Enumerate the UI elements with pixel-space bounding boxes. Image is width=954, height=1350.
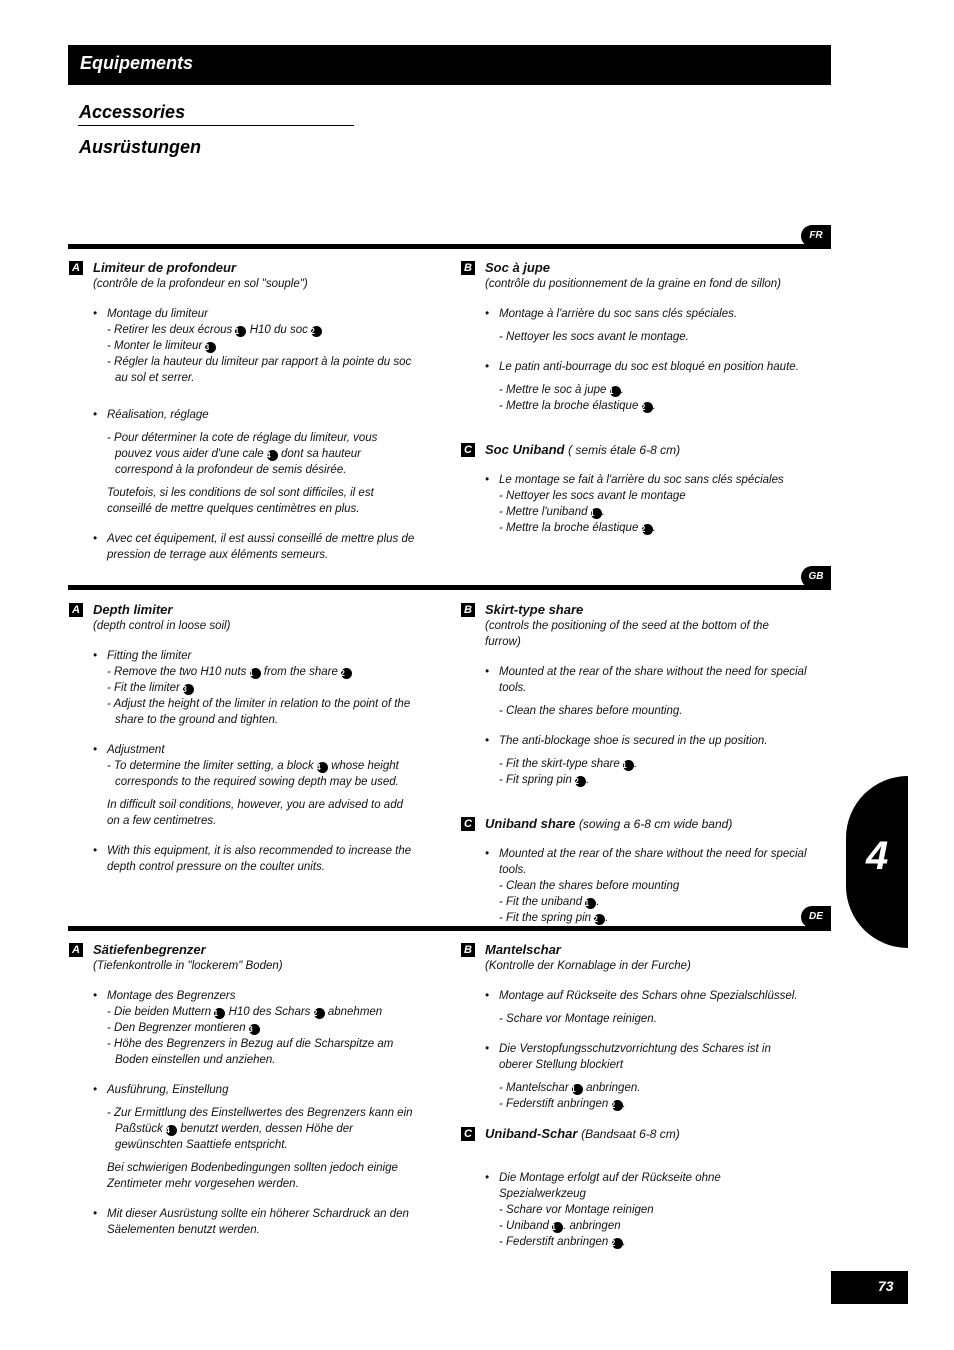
list-item: • Montage auf Rückseite des Schars ohne Spezialschlüssel.	[485, 990, 798, 1002]
section-rule-fr	[68, 244, 831, 249]
number-marker: 1	[250, 668, 261, 679]
list-item: • Mounted at the rear of the share without the need for special tools.	[485, 666, 807, 694]
number-marker: 1	[623, 760, 634, 771]
number-marker: 2	[314, 1008, 325, 1019]
chapter-tab	[846, 776, 908, 948]
lang-tab-gb: GB	[801, 566, 831, 588]
page-title: Equipements	[80, 53, 194, 73]
list-dash: - Federstift anbringen 2 .	[499, 1236, 626, 1248]
paragraph: Toutefois, si les conditions de sol sont difficiles, il est conseillé de mettre quelques centimètres en plus.	[107, 487, 374, 515]
list-dash: - Fit the limiter 3	[69, 680, 415, 696]
number-marker: 1	[214, 1008, 225, 1019]
section-letter: A	[69, 603, 83, 617]
title-underline	[78, 125, 354, 126]
section-heading: Depth limiter	[93, 602, 173, 617]
list-dash: - Nettoyer les socs avant le montage.	[499, 331, 689, 343]
number-marker: 4	[166, 1125, 177, 1136]
list-item: • Ausführung, Einstellung	[93, 1084, 229, 1096]
number-marker: 2	[612, 1100, 623, 1111]
section-heading: Skirt-type share	[485, 602, 584, 617]
list-dash: - Fit the uniband 1 .	[499, 896, 600, 908]
paragraph: Bei schwierigen Bodenbedingungen sollten jedoch einige Zentimeter mehr vorgesehen werden.	[107, 1162, 398, 1190]
number-marker: 2	[642, 402, 653, 413]
number-marker: 2	[341, 668, 352, 679]
list-dash: - To determine the limiter setting, a block 4 whose height corresponds to the required sowing depth may be used.	[107, 760, 399, 788]
section-rule-de	[68, 926, 831, 931]
section-subtitle: (Tiefenkontrolle in "lockerem" Boden)	[93, 960, 283, 972]
de-column-b	[461, 942, 807, 1250]
number-marker: 4	[267, 450, 278, 461]
list-dash: - Clean the shares before mounting	[499, 880, 680, 892]
list-dash: - Schare vor Montage reinigen.	[499, 1013, 657, 1025]
list-dash: - Fit the skirt-type share 1 .	[499, 758, 638, 770]
list-dash: - Régler la hauteur du limiteur par rapport à la pointe du soc au sol et serrer.	[107, 356, 412, 384]
list-dash: - Mantelschar 1 anbringen.	[499, 1082, 641, 1094]
list-item: • Montage à l'arrière du soc sans clés spéciales.	[485, 308, 738, 320]
section-heading: Limiteur de profondeur	[93, 260, 236, 275]
section-heading: Uniband-Schar (Bandsaat 6-8 cm)	[485, 1126, 680, 1141]
list-item: • Montage des Begrenzers	[93, 990, 236, 1002]
list-dash: - Retirer les deux écrous 1 H10 du soc 2	[69, 322, 415, 338]
section-heading: Sätiefenbegrenzer	[93, 942, 206, 957]
list-item: • Fitting the limiter	[93, 650, 192, 662]
list-item: • Le montage se fait à l'arrière du soc sans clés spéciales	[485, 474, 784, 486]
section-heading: Mantelschar	[485, 942, 561, 957]
fr-column-b	[461, 260, 807, 536]
list-item: • Die Montage erfolgt auf der Rückseite ohne Spezialwerkzeug	[485, 1172, 721, 1200]
section-letter: C	[461, 1127, 475, 1141]
list-dash: - Mettre l'uniband 1 .	[499, 506, 605, 518]
number-marker: 2	[642, 524, 653, 535]
de-column-a	[69, 942, 415, 1238]
number-marker: 1	[610, 386, 621, 397]
section-heading: Uniband share (sowing a 6-8 cm wide band)	[485, 816, 733, 831]
header-bar	[68, 45, 831, 85]
title-de: Ausrüstungen	[79, 137, 202, 157]
chapter-number: 4	[866, 834, 889, 878]
number-marker: 1	[572, 1084, 583, 1095]
list-dash: - Adjust the height of the limiter in relation to the point of the share to the ground and tighten.	[107, 698, 411, 726]
gb-column-b	[461, 602, 807, 926]
lang-tab-de: DE	[801, 906, 831, 928]
section-rule-gb	[68, 585, 831, 590]
section-letter: A	[69, 943, 83, 957]
list-dash: - Fit the spring pin 2 .	[499, 912, 609, 924]
number-marker: 2	[594, 914, 605, 925]
section-subtitle: (depth control in loose soil)	[93, 620, 231, 632]
list-dash: - Remove the two H10 nuts 1 from the share 2	[69, 664, 415, 680]
section-subtitle: (contrôle de la profondeur en sol "souple")	[93, 278, 308, 290]
section-subtitle: (controls the positioning of the seed at the bottom of the furrow)	[485, 620, 769, 648]
list-dash: - Federstift anbringen 2 .	[499, 1098, 626, 1110]
list-dash: - Fit spring pin 2 .	[499, 774, 590, 786]
section-subtitle: (contrôle du positionnement de la graine en fond de sillon)	[485, 278, 781, 290]
number-marker: 3	[205, 342, 216, 353]
section-letter: A	[69, 261, 83, 275]
list-item: • Avec cet équipement, il est aussi conseillé de mettre plus de pression de terrage aux éléments semeurs.	[93, 533, 415, 561]
number-marker: 2	[575, 776, 586, 787]
list-dash: - Uniband 1 . anbringen	[499, 1220, 621, 1232]
list-item: • Mit dieser Ausrüstung sollte ein höherer Schardruck an den Säelementen benutzt werden.	[93, 1208, 409, 1236]
number-marker: 1	[552, 1222, 563, 1233]
list-dash: - Höhe des Begrenzers in Bezug auf die Scharspitze am Boden einstellen und anziehen.	[107, 1038, 394, 1066]
list-dash: - Mettre la broche élastique 2 .	[499, 522, 656, 534]
paragraph: In difficult soil conditions, however, you are advised to add on a few centimetres.	[107, 799, 403, 827]
number-marker: 4	[317, 762, 328, 773]
list-dash: - Mettre la broche élastique 2 .	[499, 400, 656, 412]
list-dash: - Zur Ermittlung des Einstellwertes des Begrenzers kann ein Paßstück 4 benutzt werden, dessen Höhe der gewünschten Saattiefe entspricht.	[107, 1107, 413, 1151]
number-marker: 3	[249, 1024, 260, 1035]
section-letter: C	[461, 443, 475, 457]
list-dash: - Mettre le soc à jupe 1 .	[499, 384, 624, 396]
list-dash: - Den Begrenzer montieren 3	[69, 1020, 415, 1036]
number-marker: 3	[183, 684, 194, 695]
list-dash: - Die beiden Muttern 1 H10 des Schars 2 abnehmen	[107, 1006, 383, 1018]
section-letter: B	[461, 261, 475, 275]
list-dash: - Pour déterminer la cote de réglage du limiteur, vous pouvez vous aider d'une cale 4 dont sa hauteur correspond à la profondeur de semis désirée.	[107, 432, 378, 476]
list-item: • Montage du limiteur	[93, 308, 208, 320]
number-marker: 1	[591, 508, 602, 519]
title-en: Accessories	[79, 102, 186, 122]
number-marker: 2	[612, 1238, 623, 1249]
lang-tab-fr: FR	[801, 225, 831, 247]
fr-column-a	[69, 260, 415, 563]
list-item: • Die Verstopfungsschutzvorrichtung des Schares ist in oberer Stellung blockiert	[485, 1043, 771, 1071]
list-dash: - Nettoyer les socs avant le montage	[499, 490, 686, 502]
page-number-box	[831, 1271, 908, 1304]
number-marker: 1	[235, 326, 246, 337]
list-dash: - Schare vor Montage reinigen	[499, 1204, 654, 1216]
section-heading: Soc à jupe	[485, 260, 551, 275]
section-letter: B	[461, 943, 475, 957]
list-item: • The anti-blockage shoe is secured in the up position.	[485, 735, 768, 747]
gb-column-a	[69, 602, 415, 875]
list-item: • Réalisation, réglage	[93, 409, 209, 421]
list-dash: - Clean the shares before mounting.	[499, 705, 683, 717]
list-item: • Adjustment	[93, 744, 165, 756]
number-marker: 2	[311, 326, 322, 337]
list-item: • Mounted at the rear of the share without the need for special tools.	[485, 848, 807, 876]
list-item: • Le patin anti-bourrage du soc est bloqué en position haute.	[485, 361, 799, 373]
section-heading: Soc Uniband ( semis étale 6-8 cm)	[485, 442, 681, 457]
section-subtitle: (Kontrolle der Kornablage in der Furche)	[485, 960, 691, 972]
list-dash: - Monter le limiteur 3	[69, 338, 415, 354]
list-item: • With this equipment, it is also recommended to increase the depth control pressure on the coulter units.	[93, 845, 412, 873]
section-letter: B	[461, 603, 475, 617]
number-marker: 1	[585, 898, 596, 909]
section-letter: C	[461, 817, 475, 831]
page-number: 73	[878, 1278, 894, 1294]
